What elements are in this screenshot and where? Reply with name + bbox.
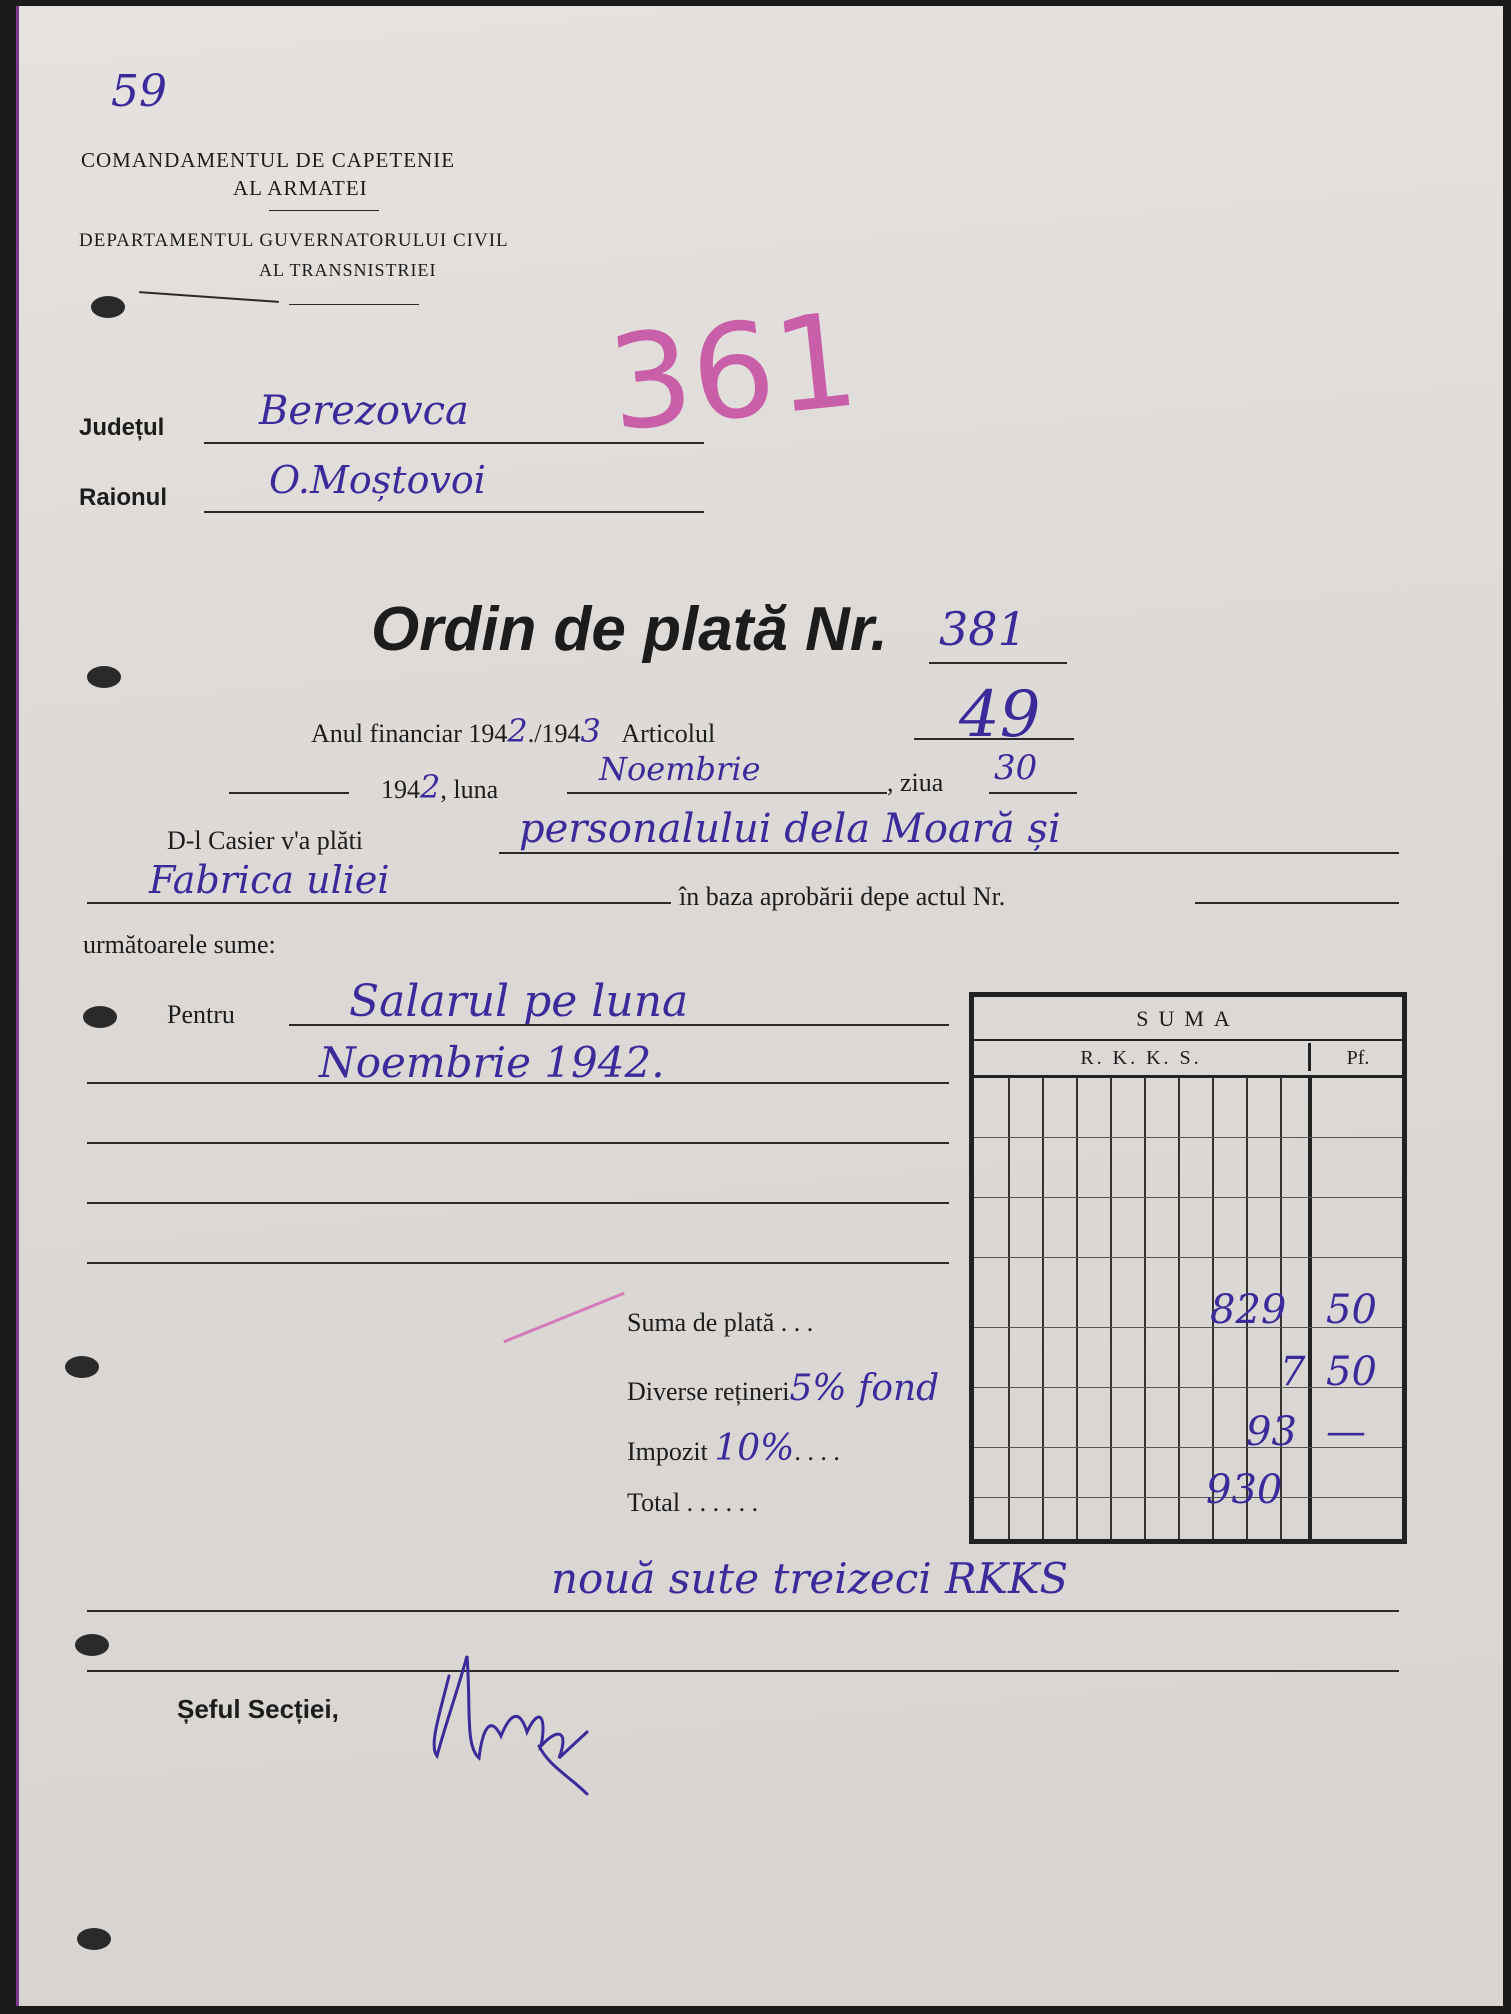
amount-retineri-pf: 50 <box>1326 1349 1377 1395</box>
handwritten-signature <box>419 1646 609 1796</box>
summary-row-total: Total . . . . . . <box>627 1488 759 1517</box>
baza-label: în baza aprobării depe actul Nr. <box>679 882 1006 911</box>
summary-row-suma: Suma de plată . . . <box>627 1308 814 1337</box>
document-title <box>371 594 888 665</box>
punch-hole <box>91 296 125 318</box>
summary-row-retineri: Diverse rețineri5% fond <box>627 1368 940 1409</box>
corner-number: 59 <box>111 66 167 117</box>
pentru-label: Pentru <box>167 1000 235 1029</box>
amount-in-words: nouă sute treizeci RKKS <box>551 1554 1069 1603</box>
urmatoarele-label: următoarele sume: <box>83 930 276 959</box>
casier-label: D-l Casier v'a plăti <box>167 826 364 855</box>
header-line-3: DEPARTAMENTUL GUVERNATORULUI CIVIL <box>79 230 509 251</box>
punch-hole <box>77 1928 111 1950</box>
sum-table <box>969 992 1407 1544</box>
punch-hole <box>83 1006 117 1028</box>
casier-value: personalului dela Moară și <box>519 806 1061 852</box>
registry-stamp-number: 361 <box>601 283 865 461</box>
sum-header: SUMA <box>974 997 1402 1041</box>
col-pf: Pf. <box>1346 1047 1370 1069</box>
punch-hole <box>65 1356 99 1378</box>
header-line-1: COMANDAMENTUL DE CAPETENIE <box>81 148 456 172</box>
order-number: 381 <box>939 602 1027 656</box>
amount-impozit-rkks: 93 <box>1246 1409 1297 1455</box>
month-value: Noembrie <box>599 750 761 788</box>
summary-row-impozit: Impozit 10%. . . . <box>627 1428 840 1469</box>
day-label: , ziua <box>887 768 944 797</box>
casier-value-2: Fabrica uliei <box>149 858 390 902</box>
col-rkks: R. K. K. S. <box>1080 1047 1202 1069</box>
amount-retineri-rkks: 7 <box>1280 1349 1306 1395</box>
signature-label: Șeful Secției, <box>177 1694 339 1724</box>
financial-year-row: Anul financiar 1942./1943 Articolul <box>311 712 716 750</box>
raionul-value: O.Moștovoi <box>269 458 486 502</box>
amount-suma-rkks: 829 <box>1210 1287 1287 1333</box>
pentru-value-2: Noembrie 1942. <box>319 1038 665 1087</box>
day-value: 30 <box>994 748 1038 788</box>
punch-hole <box>87 666 121 688</box>
amount-suma-pf: 50 <box>1326 1287 1377 1333</box>
pentru-value: Salarul pe luna <box>349 976 689 1027</box>
judetul-label: Județul <box>79 414 165 441</box>
amount-impozit-pf: — <box>1326 1409 1366 1455</box>
judetul-value: Berezovca <box>259 388 469 434</box>
title-text: Ordin de plată Nr. <box>371 595 888 664</box>
header-line-4: AL TRANSNISTRIEI <box>259 260 437 280</box>
header-line-2: AL ARMATEI <box>233 176 368 200</box>
article-value: 49 <box>959 678 1041 752</box>
document-page <box>16 6 1503 2006</box>
sum-subheader <box>974 1039 1402 1078</box>
amount-total-rkks: 930 <box>1206 1467 1283 1513</box>
raionul-label: Raionul <box>79 484 167 511</box>
date-year: 1942, luna <box>381 768 499 806</box>
punch-hole <box>75 1634 109 1656</box>
